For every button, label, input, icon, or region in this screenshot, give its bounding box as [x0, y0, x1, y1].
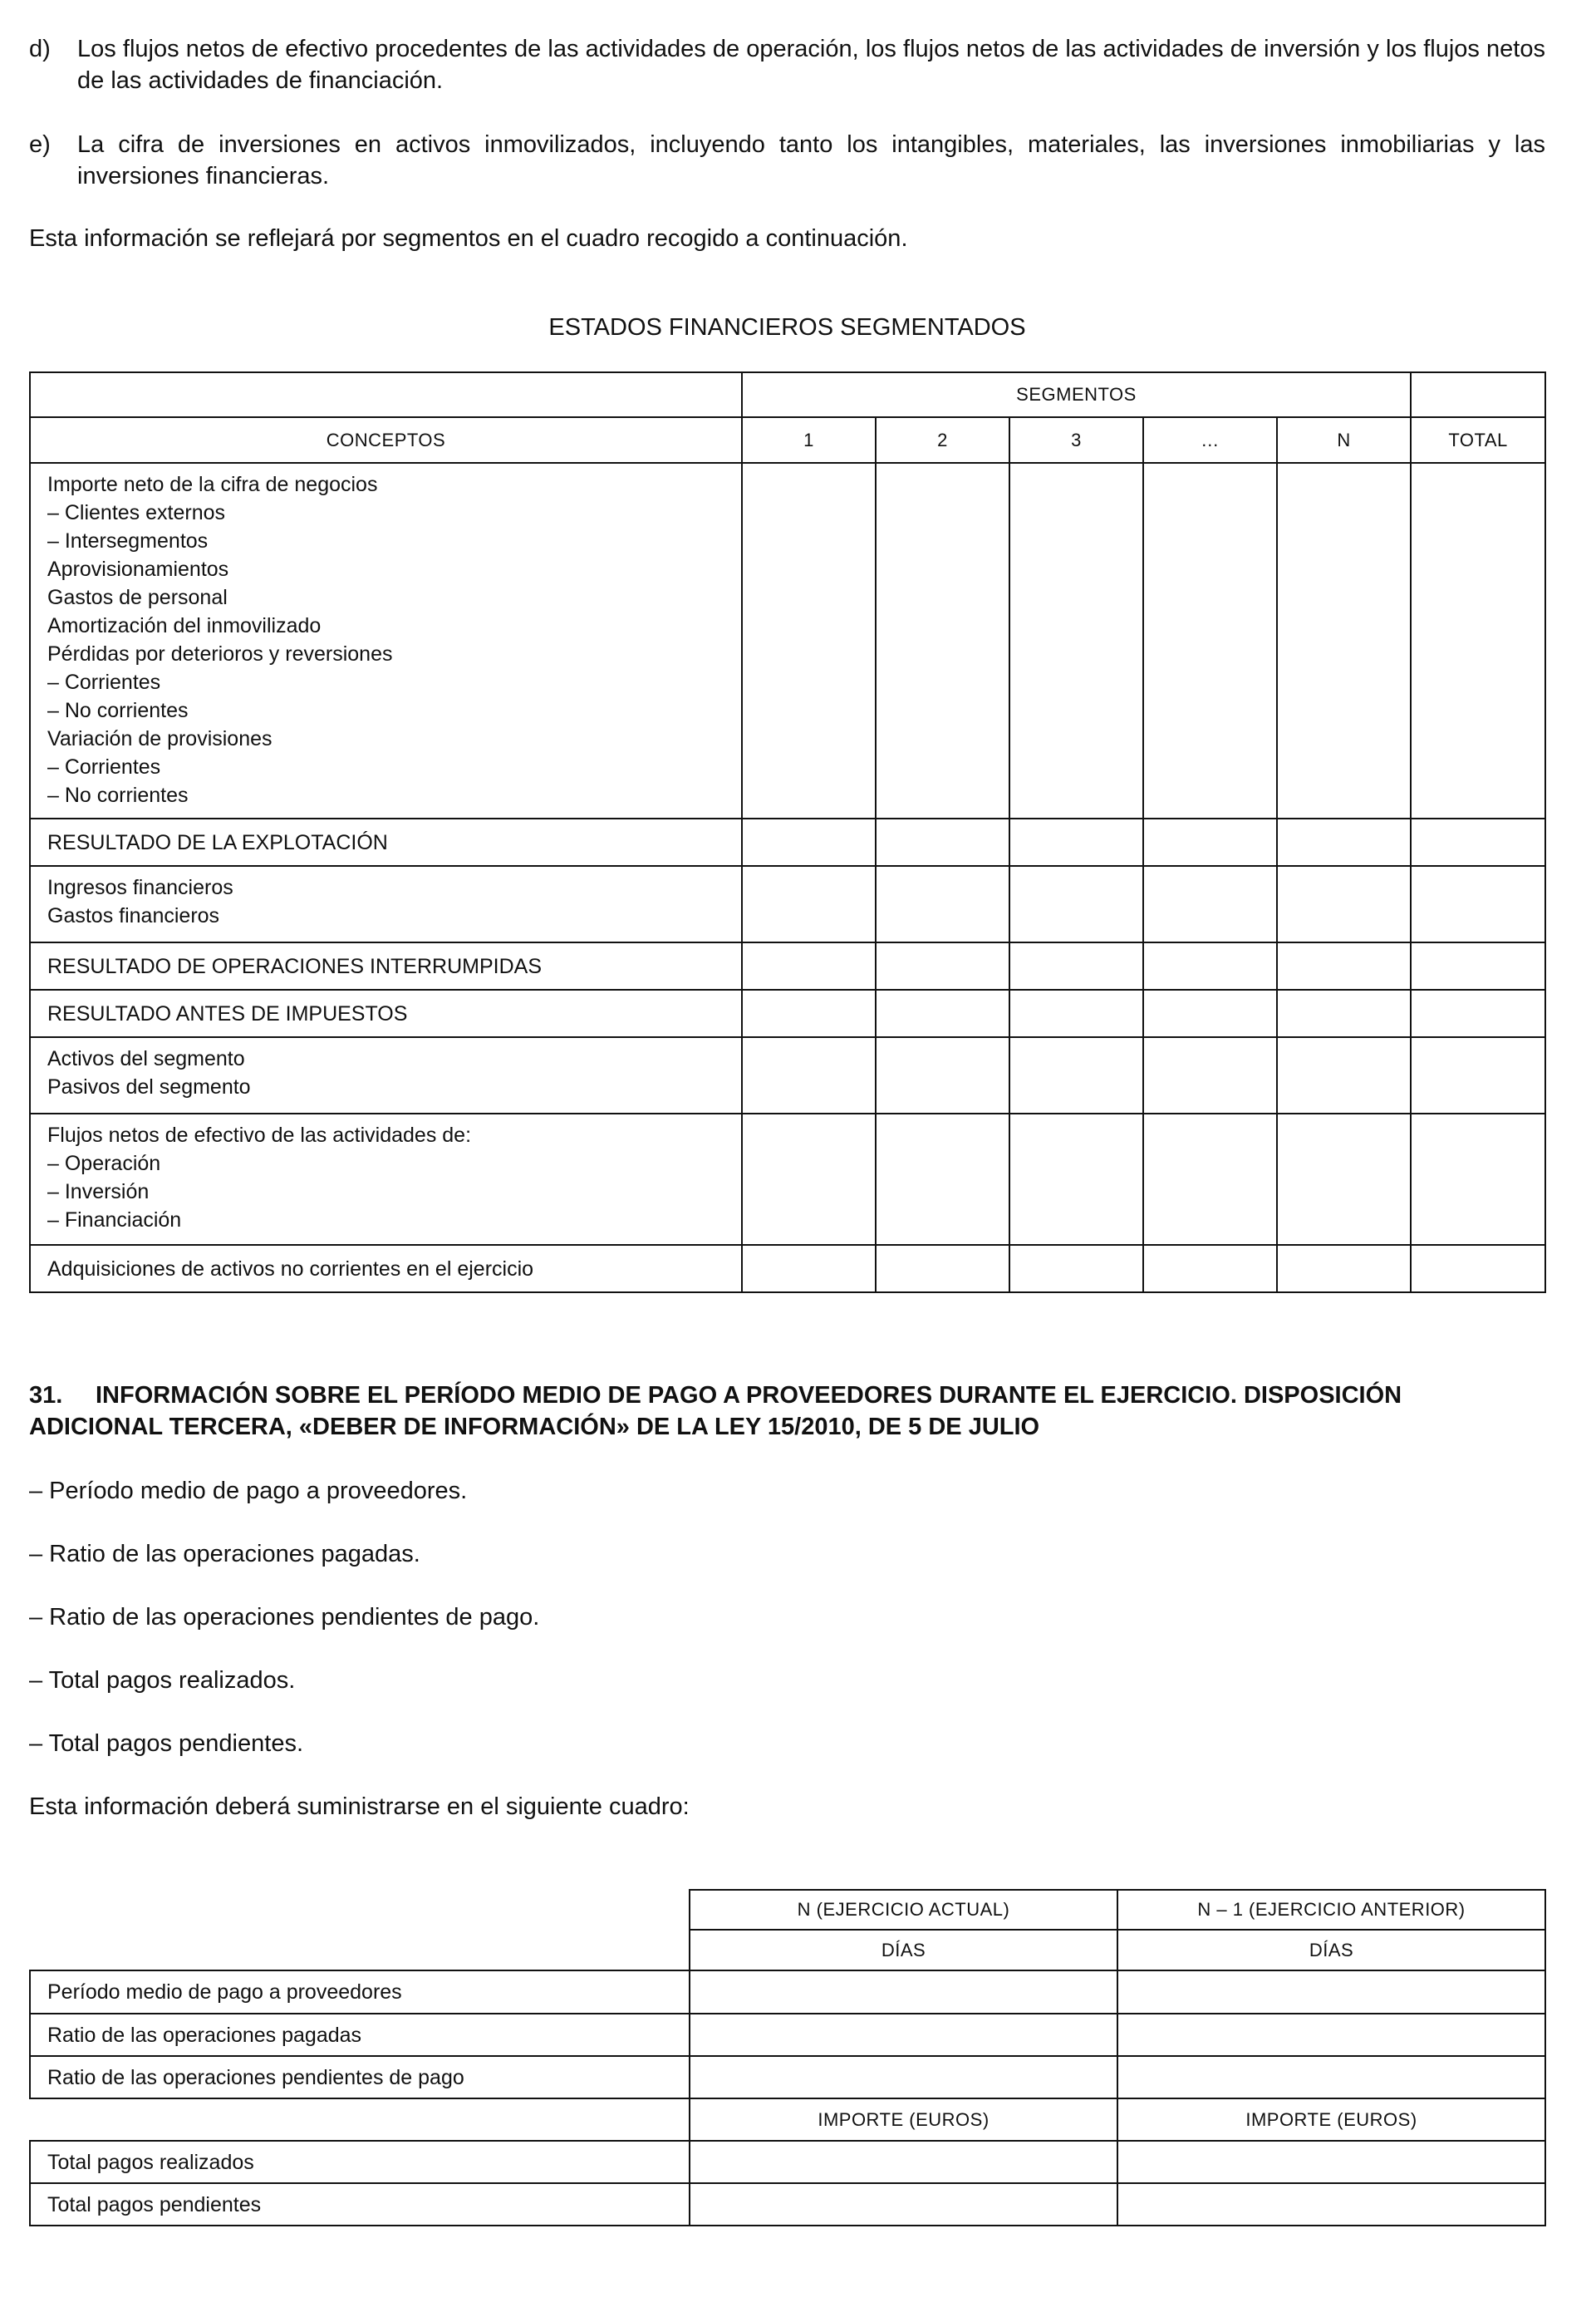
concept-line: – No corrientes [47, 784, 189, 807]
value-cell [1143, 819, 1277, 866]
value-cell [1117, 1970, 1545, 2014]
days-header: DÍAS [1117, 1930, 1545, 1970]
table-row [30, 463, 1545, 819]
value-cell [690, 2141, 1117, 2183]
value-cell [742, 1245, 876, 1292]
value-cell [1411, 990, 1545, 1037]
concept-line: – Financiación [47, 1208, 182, 1232]
value-cell [1277, 1114, 1411, 1245]
value-cell [1411, 1037, 1545, 1114]
concept-line: Gastos de personal [47, 586, 228, 609]
bullet-item: – Ratio de las operaciones pendientes de pago. [29, 1604, 540, 1631]
value-cell [1009, 1037, 1143, 1114]
concept-cell [30, 1245, 742, 1292]
blank-cell [30, 1890, 690, 1930]
value-cell [1277, 942, 1411, 990]
column-header: 3 [1009, 417, 1143, 463]
concept-line: RESULTADO DE LA EXPLOTACIÓN [47, 830, 388, 854]
value-cell [876, 1245, 1009, 1292]
concept-line: RESULTADO ANTES DE IMPUESTOS [47, 1001, 408, 1026]
value-cell [1117, 2056, 1545, 2098]
concept-cell [30, 866, 742, 942]
blank-cell [30, 2098, 690, 2141]
payment-table [29, 1889, 1546, 2226]
blank-header-cell [30, 372, 742, 417]
concept-line: RESULTADO DE OPERACIONES INTERRUMPIDAS [47, 954, 542, 978]
concept-cell [30, 463, 742, 819]
column-header: … [1143, 417, 1277, 463]
bullet-item: – Período medio de pago a proveedores. [29, 1478, 468, 1504]
segment-table-body [30, 463, 1545, 1292]
table-row [30, 990, 1545, 1037]
bullet-item: – Ratio de las operaciones pagadas. [29, 1541, 420, 1567]
table-row [30, 1037, 1545, 1114]
concept-cell [30, 819, 742, 866]
segment-table [29, 371, 1546, 1293]
value-cell [1009, 990, 1143, 1037]
item-label: e) [29, 131, 51, 158]
table-row [30, 2183, 1545, 2226]
table-row [30, 2014, 1545, 2056]
table-row [30, 1114, 1545, 1245]
value-cell [876, 463, 1009, 819]
amount-header: IMPORTE (EUROS) [1117, 2098, 1545, 2141]
value-cell [1009, 463, 1143, 819]
value-cell [1143, 1114, 1277, 1245]
table-row [30, 2141, 1545, 2183]
value-cell [742, 819, 876, 866]
column-header: N [1277, 417, 1411, 463]
amount-header: IMPORTE (EUROS) [690, 2098, 1117, 2141]
row-label: Ratio de las operaciones pagadas [30, 2014, 690, 2056]
column-header: 2 [876, 417, 1009, 463]
item-text: Los flujos netos de efectivo procedentes de las actividades de operación, los flujos netos de las actividades de inversión y los flujos netos de las actividades de financiación. [77, 36, 1545, 94]
value-cell [742, 1037, 876, 1114]
concept-line: Pasivos del segmento [47, 1075, 251, 1099]
table-row [30, 1970, 1545, 2014]
conceptos-header: CONCEPTOS [30, 417, 742, 463]
column-header: TOTAL [1411, 417, 1545, 463]
value-cell [876, 942, 1009, 990]
col-n-header: N (EJERCICIO ACTUAL) [690, 1890, 1117, 1930]
column-header: 1 [742, 417, 876, 463]
row-label: Total pagos pendientes [30, 2183, 690, 2226]
segmentos-header: SEGMENTOS [742, 372, 1411, 417]
value-cell [1117, 2141, 1545, 2183]
row-label: Período medio de pago a proveedores [30, 1970, 690, 2014]
value-cell [690, 2056, 1117, 2098]
concept-line: – Clientes externos [47, 501, 226, 524]
value-cell [1143, 942, 1277, 990]
concept-line: Importe neto de la cifra de negocios [47, 473, 378, 496]
value-cell [876, 866, 1009, 942]
concept-line: Flujos netos de efectivo de las actividades de: [47, 1124, 472, 1147]
concept-line: – Operación [47, 1152, 161, 1175]
concept-line: Amortización del inmovilizado [47, 614, 322, 637]
concept-cell [30, 1114, 742, 1245]
col-n1-header: N – 1 (EJERCICIO ANTERIOR) [1117, 1890, 1545, 1930]
section-heading-line2: ADICIONAL TERCERA, «DEBER DE INFORMACIÓN» DE LA LEY 15/2010, DE 5 DE JULIO [29, 1414, 1040, 1440]
concept-line: – Intersegmentos [47, 529, 209, 553]
value-cell [876, 990, 1009, 1037]
value-cell [1411, 463, 1545, 819]
section-31-heading [29, 1380, 1545, 1443]
list-item-e [29, 129, 1545, 192]
value-cell [742, 1114, 876, 1245]
value-cell [742, 463, 876, 819]
concept-line: Pérdidas por deterioros y reversiones [47, 642, 393, 666]
value-cell [1411, 1114, 1545, 1245]
value-cell [1009, 819, 1143, 866]
concept-cell [30, 1037, 742, 1114]
value-cell [742, 866, 876, 942]
list-item-d [29, 33, 1545, 96]
value-cell [1143, 990, 1277, 1037]
value-cell [690, 1970, 1117, 2014]
value-cell [1117, 2183, 1545, 2226]
value-cell [1143, 866, 1277, 942]
table-row [30, 942, 1545, 990]
value-cell [690, 2014, 1117, 2056]
table-row [30, 866, 1545, 942]
value-cell [742, 990, 876, 1037]
concept-line: Activos del segmento [47, 1047, 245, 1070]
value-cell [1277, 1245, 1411, 1292]
table-row [30, 819, 1545, 866]
table-row [30, 1245, 1545, 1292]
value-cell [1009, 866, 1143, 942]
table-row [30, 2056, 1545, 2098]
value-cell [1411, 866, 1545, 942]
value-cell [690, 2183, 1117, 2226]
value-cell [1009, 942, 1143, 990]
value-cell [1411, 819, 1545, 866]
intro-paragraph: Esta información se reflejará por segmentos en el cuadro recogido a continuación. [29, 225, 908, 252]
value-cell [876, 1114, 1009, 1245]
concept-line: – No corrientes [47, 699, 189, 722]
blank-header-cell [1411, 372, 1545, 417]
value-cell [1277, 463, 1411, 819]
value-cell [1411, 1245, 1545, 1292]
row-label: Total pagos realizados [30, 2141, 690, 2183]
section-heading-line1: INFORMACIÓN SOBRE EL PERÍODO MEDIO DE PAGO A PROVEEDORES DURANTE EL EJERCICIO. DISPOSICIÓN [96, 1382, 1402, 1409]
value-cell [1277, 866, 1411, 942]
value-cell [1143, 1245, 1277, 1292]
item-label: d) [29, 36, 51, 62]
value-cell [742, 942, 876, 990]
segment-table-title: ESTADOS FINANCIEROS SEGMENTADOS [548, 314, 1026, 341]
row-label: Ratio de las operaciones pendientes de pago [30, 2056, 690, 2098]
concept-line: Gastos financieros [47, 904, 220, 927]
section-number: 31. [29, 1382, 63, 1409]
value-cell [1277, 990, 1411, 1037]
value-cell [1009, 1114, 1143, 1245]
bullet-item: – Total pagos realizados. [29, 1667, 296, 1694]
concept-line: Variación de provisiones [47, 727, 273, 750]
closing-paragraph: Esta información deberá suministrarse en el siguiente cuadro: [29, 1793, 690, 1820]
concept-cell [30, 990, 742, 1037]
concept-line: Ingresos financieros [47, 876, 233, 899]
value-cell [876, 819, 1009, 866]
value-cell [1277, 819, 1411, 866]
concept-cell [30, 942, 742, 990]
blank-cell [30, 1930, 690, 1970]
concept-line: – Inversión [47, 1180, 150, 1203]
concept-line: – Corrientes [47, 755, 161, 779]
value-cell [1143, 463, 1277, 819]
concept-line: – Corrientes [47, 671, 161, 694]
item-text: La cifra de inversiones en activos inmovilizados, incluyendo tanto los intangibles, materiales, las inversiones inmobiliarias y las inversiones financieras. [77, 131, 1545, 189]
days-header: DÍAS [690, 1930, 1117, 1970]
value-cell [1009, 1245, 1143, 1292]
value-cell [1277, 1037, 1411, 1114]
value-cell [1411, 942, 1545, 990]
value-cell [1117, 2014, 1545, 2056]
bullet-item: – Total pagos pendientes. [29, 1730, 304, 1757]
value-cell [1143, 1037, 1277, 1114]
value-cell [876, 1037, 1009, 1114]
concept-line: Adquisiciones de activos no corrientes en el ejercicio [47, 1257, 534, 1281]
concept-line: Aprovisionamientos [47, 558, 229, 581]
